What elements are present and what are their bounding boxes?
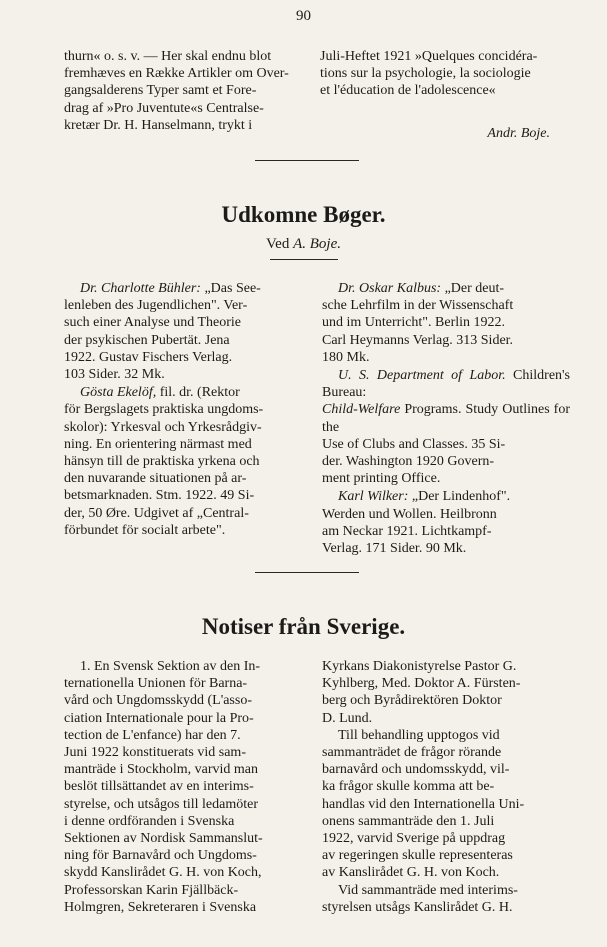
reviews-right-column (322, 280, 570, 558)
review-line: der, 50 Øre. Udgivet af „Central- (64, 505, 249, 521)
review-line: skolor): Yrkesval och Yrkesrådgiv- (64, 419, 262, 435)
review-line: Child-Welfare (322, 402, 401, 418)
review-line: 103 Sider. 32 Mk. (64, 367, 165, 383)
section-divider (255, 160, 359, 161)
text-line: av regeringen skulle representeras (322, 848, 513, 864)
text-line: ning för Barnavård och Ungdoms- (64, 848, 257, 864)
text-line: ka frågor skulle komma att be- (322, 779, 495, 795)
byline-name: A. Boje. (293, 236, 341, 252)
text-line: tection de L'enfance) har den 7. (64, 727, 241, 743)
review-line: 180 Mk. (322, 349, 370, 365)
text-line: 1. En Svensk Sektion av den In- (80, 659, 261, 674)
text-line: kretær Dr. H. Hanselmann, trykt i (64, 117, 253, 133)
review-author: Dr. Charlotte Bühler: (80, 281, 201, 296)
text-line: skydd Kanslirådet G. H. von Koch, (64, 865, 262, 881)
top-left-column (64, 48, 300, 134)
review-line: hänsyn till de praktiska yrkena och (64, 454, 260, 470)
notices-right-column (322, 658, 570, 916)
text-line: berg och Byrådirektören Doktor (322, 693, 502, 709)
text-line: Juni 1922 konstituerats vid sam- (64, 745, 246, 761)
review-first-line (322, 367, 570, 401)
reviews-left-column (64, 280, 300, 540)
byline-prefix: Ved (266, 236, 290, 252)
review-text: „Das See- (200, 281, 261, 296)
section-divider-2 (255, 572, 359, 573)
review-line: der psykischen Pubertät. Jena (64, 332, 230, 348)
review-line: Verlag. 171 Sider. 90 Mk. (322, 541, 467, 557)
section-byline (0, 236, 607, 253)
text-line: barnavård och undomsskydd, vil- (322, 762, 510, 778)
text-line: handlas vid den Internationella Uni- (322, 796, 525, 812)
top-right-column (320, 48, 570, 100)
section-title-notices: Notiser från Sverige. (201, 614, 406, 639)
review-line: förbundet för socialt arbete". (64, 522, 226, 538)
review-line: Werden und Wollen. Heilbronn (322, 506, 497, 522)
review-author: Gösta Ekelöf, (80, 385, 157, 401)
review-line: Programs. Study Outlines for the (322, 402, 570, 435)
text-line: Till behandling upptogos vid (338, 727, 500, 743)
text-line: drag af »Pro Juventute«s Centralse- (64, 100, 264, 116)
text-line: Vid sammanträde med interims- (338, 882, 518, 898)
text-line: D. Lund. (322, 710, 373, 726)
review-entry (64, 384, 300, 539)
text-line: Kyhlberg, Med. Doktor A. Fürsten- (322, 676, 521, 692)
review-line: betsmarknaden. Stm. 1922. 49 Si- (64, 488, 255, 504)
text-line: Juli-Heftet 1921 »Quelques concidéra- (320, 49, 538, 64)
byline-divider (270, 259, 338, 260)
review-line: 1922. Gustav Fischers Verlag. (64, 349, 233, 365)
review-text: „Der deut- (441, 281, 505, 296)
review-line: ning. En orientering närmast med (64, 436, 252, 452)
text-line: ciation Internationale pour la Pro- (64, 710, 254, 726)
text-line: vård och Ungdomsskydd (L'asso- (64, 693, 252, 709)
review-author: Karl Wilker: (338, 489, 409, 505)
text-line: 1922, varvid Sverige på uppdrag (322, 831, 506, 847)
text-line: av Kanslirådet G. H. von Koch. (322, 865, 500, 881)
text-line: sammanträdet de frågor rörande (322, 745, 502, 761)
text-line: i denne ordföranden i Svenska (64, 813, 235, 829)
review-first-line (322, 280, 570, 297)
review-first-line (64, 384, 300, 401)
review-line: Use of Clubs and Classes. 35 Si- (322, 436, 506, 452)
review-text: Children's Bureau: (322, 368, 570, 401)
text-line: styrelse, och utsågos till ledamöter (64, 796, 259, 812)
text-line: fremhæves en Række Artikler om Over- (64, 66, 289, 82)
review-entry (322, 488, 570, 557)
text-line: tions sur la psychologie, la sociologie (320, 66, 531, 82)
review-line (322, 401, 570, 435)
text-line: et l'éducation de l'adolescence« (320, 83, 496, 99)
text-line: Sektionen av Nordisk Sammanslut- (64, 831, 263, 847)
text-line: ternationella Unionen för Barna- (64, 676, 248, 692)
text-line: styrelsen utsågs Kanslirådet G. H. (322, 899, 513, 915)
text-line: onens sammanträde den 1. Juli (322, 813, 495, 829)
review-first-line (322, 488, 570, 505)
review-line: sche Lehrfilm in der Wissenschaft (322, 298, 514, 314)
review-author: U. S. Department of Labor. (338, 368, 506, 384)
review-line: för Bergslagets praktiska ungdoms- (64, 402, 264, 418)
review-entry (322, 367, 570, 487)
notices-left-column (64, 658, 300, 916)
review-line: ment printing Office. (322, 471, 441, 487)
text-line: Kyrkans Diakonistyrelse Pastor G. (322, 659, 517, 674)
review-line: der. Washington 1920 Govern- (322, 454, 495, 470)
review-author: Dr. Oskar Kalbus: (338, 281, 442, 296)
text-line: beslöt tillsättandet av en interims- (64, 779, 254, 795)
text-line: Professorskan Karin Fjällbäck- (64, 882, 239, 898)
text-line: Holmgren, Sekreteraren i Svenska (64, 899, 257, 915)
text-line: manträde i Stockholm, varvid man (64, 762, 259, 778)
signature: Andr. Boje. (487, 126, 550, 141)
text-line: gangsalderens Typer samt et Fore- (64, 83, 257, 99)
review-line: Carl Heymanns Verlag. 313 Sider. (322, 332, 514, 348)
review-entry (64, 280, 300, 383)
page-number: 90 (296, 8, 311, 24)
section-title-books: Udkomne Bøger. (221, 202, 386, 227)
review-line: den nuvarande situationen på ar- (64, 471, 247, 487)
review-line: lenleben des Jugendlichen". Ver- (64, 298, 248, 314)
review-first-line (64, 280, 300, 297)
text-line: thurn« o. s. v. — Her skal endnu blot (64, 49, 272, 64)
review-line: und im Unterricht". Berlin 1922. (322, 315, 506, 331)
review-entry (322, 280, 570, 366)
review-text: „Der Lindenhof". (408, 489, 511, 505)
review-text: fil. dr. (Rektor (156, 385, 240, 401)
review-line: such einer Analyse und Theorie (64, 315, 242, 331)
review-line: am Neckar 1921. Lichtkampf- (322, 523, 492, 539)
